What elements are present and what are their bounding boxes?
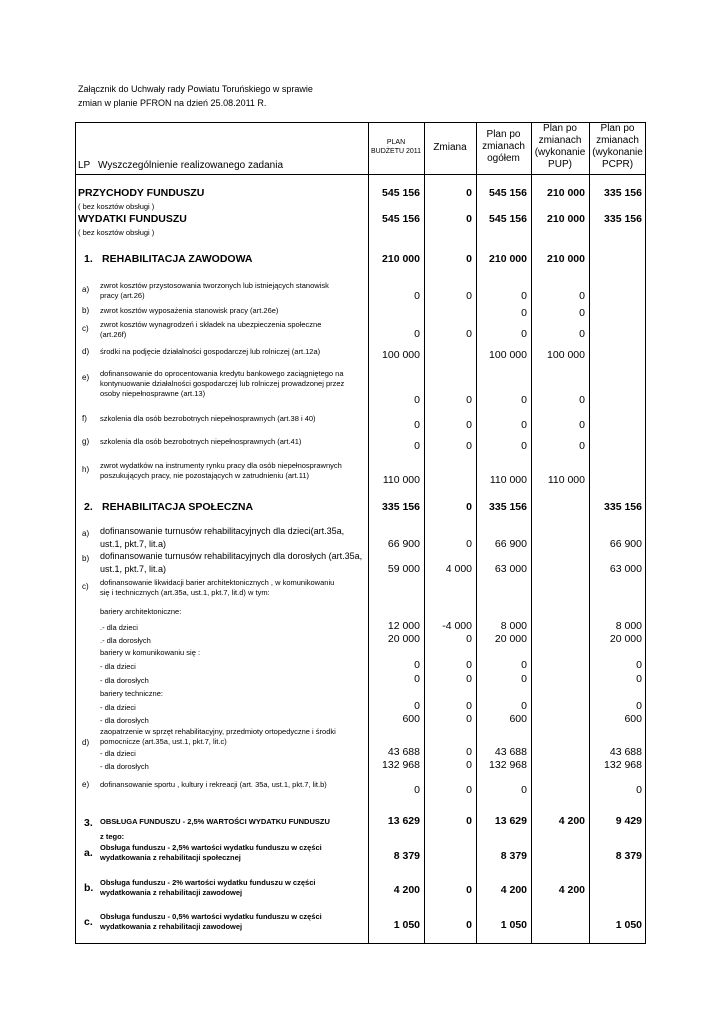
cell-zmiana: -4 000 — [442, 620, 472, 632]
cell-pcpr: 0 — [636, 700, 642, 712]
header-line-1: Załącznik do Uchwały rady Powiatu Toruńskiego w sprawie — [78, 84, 313, 94]
header-divider — [76, 174, 645, 175]
cell-zmiana: 0 — [466, 919, 472, 931]
row-label: bariery techniczne: — [100, 689, 163, 698]
cell-pup: 4 200 — [558, 815, 585, 827]
row-label: dofinansowanie turnusów rehabilitacyjnych dla dzieci(art.35a, — [100, 526, 345, 536]
cell-zmiana: 0 — [466, 328, 472, 340]
cell-zmiana: 0 — [466, 884, 472, 896]
row-lp: 3. — [84, 817, 93, 829]
row-label: - dla dorosłych — [100, 676, 149, 685]
row-label-cont: osoby niepełnosprawne (art.13) — [100, 389, 206, 398]
col-header-plan-ogolem: Plan po zmianach ogółem — [482, 129, 525, 164]
column-divider — [589, 123, 590, 943]
document-header — [78, 82, 313, 110]
cell-pcpr: 335 156 — [604, 501, 642, 513]
row-lp: h) — [82, 465, 90, 474]
cell-pup: 0 — [579, 290, 585, 302]
cell-plan: 100 000 — [382, 349, 420, 361]
cell-ogolem: 8 000 — [500, 620, 527, 632]
cell-pup: 100 000 — [547, 349, 585, 361]
cell-zmiana: 0 — [466, 253, 472, 265]
cell-plan: 132 968 — [382, 759, 420, 771]
cell-ogolem: 600 — [509, 713, 527, 725]
cell-pcpr: 0 — [636, 659, 642, 671]
col-header-plan-pup: Plan po zmianach (wykonanie PUP) — [534, 123, 586, 170]
cell-pcpr: 8 379 — [615, 850, 642, 862]
cell-pcpr: 1 050 — [615, 919, 642, 931]
cell-ogolem: 0 — [521, 328, 527, 340]
cell-ogolem: 335 156 — [489, 501, 527, 513]
cell-plan: 0 — [414, 673, 420, 685]
cell-zmiana: 0 — [466, 419, 472, 431]
cell-pup: 0 — [579, 307, 585, 319]
header-line-2: zmian w planie PFRON na dzień 25.08.2011 R. — [78, 98, 267, 108]
row-label-cont: ust.1, pkt.7, lit.a) — [100, 539, 167, 549]
cell-plan: 0 — [414, 700, 420, 712]
cell-pcpr: 66 900 — [609, 538, 642, 550]
cell-ogolem: 8 379 — [500, 850, 527, 862]
row-label: zaopatrzenie w sprzęt rehabilitacyjny, przedmioty ortopedyczne i środki — [100, 727, 336, 736]
cell-ogolem: 0 — [521, 784, 527, 796]
cell-plan: 545 156 — [382, 187, 420, 199]
cell-ogolem: 66 900 — [494, 538, 527, 550]
cell-plan: 59 000 — [387, 563, 420, 575]
row-label: szkolenia dla osób bezrobotnych niepełnosprawnych (art.38 i 40) — [100, 414, 316, 423]
cell-zmiana: 0 — [466, 501, 472, 513]
row-lp: c) — [82, 582, 89, 591]
col-header-plan-pcpr: Plan po zmianach (wykonanie PCPR) — [592, 123, 643, 170]
row-lp: g) — [82, 437, 90, 446]
row-label: szkolenia dla osób bezrobotnych niepełnosprawnych (art.41) — [100, 437, 302, 446]
cell-plan: 545 156 — [382, 213, 420, 225]
row-label: środki na podjęcie działalności gospodarczej lub rolniczej (art.12a) — [100, 347, 321, 356]
cell-zmiana: 0 — [466, 290, 472, 302]
cell-zmiana: 0 — [466, 659, 472, 671]
row-label: REHABILITACJA ZAWODOWA — [102, 253, 253, 265]
row-lp: c. — [84, 916, 93, 928]
cell-pcpr: 63 000 — [609, 563, 642, 575]
cell-pcpr: 43 688 — [609, 746, 642, 758]
column-divider — [424, 123, 425, 943]
row-label: ( bez kosztów obsługi ) — [78, 202, 155, 211]
cell-plan: 20 000 — [387, 633, 420, 645]
row-label-cont: pomocnicze (art.35a, ust.1, pkt.7, lit.c) — [100, 737, 227, 746]
cell-zmiana: 0 — [466, 759, 472, 771]
cell-ogolem: 0 — [521, 673, 527, 685]
row-lp: a) — [82, 529, 90, 538]
row-lp: d) — [82, 347, 90, 356]
cell-pcpr: 0 — [636, 673, 642, 685]
cell-ogolem: 0 — [521, 659, 527, 671]
cell-pcpr: 335 156 — [604, 213, 642, 225]
column-divider — [531, 123, 532, 943]
plan-table — [75, 122, 646, 944]
row-label-cont: się i technicznych (art.35a, ust.1, pkt.7, lit.d) w tym: — [100, 588, 270, 597]
row-label: OBSŁUGA FUNDUSZU - 2,5% WARTOŚCI WYDATKU FUNDUSZU — [100, 817, 330, 826]
cell-pup: 0 — [579, 419, 585, 431]
cell-plan: 0 — [414, 659, 420, 671]
cell-plan: 43 688 — [387, 746, 420, 758]
cell-pup: 210 000 — [547, 213, 585, 225]
row-label: PRZYCHODY FUNDUSZU — [78, 187, 205, 199]
row-label-cont: poszukujących pracy, nie pozostających w zatrudnieniu (art.11) — [100, 471, 309, 480]
cell-ogolem: 13 629 — [494, 815, 527, 827]
row-label: - dla dzieci — [100, 749, 136, 758]
cell-zmiana: 0 — [466, 213, 472, 225]
row-label: zwrot kosztów przystosowania tworzonych lub istniejących stanowisk — [100, 281, 329, 290]
cell-pup: 0 — [579, 328, 585, 340]
row-label: bariery w komunikowaniu się : — [100, 648, 201, 657]
cell-pcpr: 20 000 — [609, 633, 642, 645]
cell-zmiana: 0 — [466, 746, 472, 758]
cell-pup: 210 000 — [547, 253, 585, 265]
cell-pup: 210 000 — [547, 187, 585, 199]
cell-plan: 1 050 — [393, 919, 420, 931]
cell-pcpr: 335 156 — [604, 187, 642, 199]
row-label: REHABILITACJA SPOŁECZNA — [102, 501, 254, 513]
cell-ogolem: 210 000 — [489, 253, 527, 265]
cell-pup: 0 — [579, 440, 585, 452]
row-lp: e) — [82, 373, 90, 382]
row-label: - dla dorosłych — [100, 716, 149, 725]
row-label: .- dla dzieci — [100, 623, 138, 632]
row-label: zwrot kosztów wynagrodzeń i składek na ubezpieczenia społeczne — [100, 320, 322, 329]
row-label: zwrot wydatków na instrumenty rynku pracy dla osób niepełnosprawnych — [100, 461, 342, 470]
column-divider — [476, 123, 477, 943]
cell-zmiana: 0 — [466, 713, 472, 725]
row-label: .- dla dorosłych — [100, 636, 151, 645]
column-divider — [368, 123, 369, 943]
row-label: - dla dzieci — [100, 662, 136, 671]
cell-ogolem: 20 000 — [494, 633, 527, 645]
cell-ogolem: 110 000 — [489, 474, 527, 486]
cell-zmiana: 0 — [466, 700, 472, 712]
cell-plan: 110 000 — [382, 474, 420, 486]
cell-zmiana: 0 — [466, 440, 472, 452]
row-label: Obsługa funduszu - 0,5% wartości wydatku funduszu w części — [100, 912, 322, 921]
cell-ogolem: 0 — [521, 440, 527, 452]
row-label-cont: wydatkowania z rehabilitacji zawodowej — [100, 922, 243, 931]
cell-plan: 0 — [414, 328, 420, 340]
cell-plan: 0 — [414, 290, 420, 302]
row-label: Obsługa funduszu - 2,5% wartości wydatku funduszu w części — [100, 843, 322, 852]
cell-ogolem: 545 156 — [489, 187, 527, 199]
row-lp: b) — [82, 554, 90, 563]
cell-plan: 13 629 — [387, 815, 420, 827]
row-label: - dla dzieci — [100, 703, 136, 712]
cell-zmiana: 0 — [466, 633, 472, 645]
row-lp: a. — [84, 847, 93, 859]
row-label: dofinansowanie sportu , kultury i rekreacji (art. 35a, ust.1, pkt.7, lit.b) — [100, 780, 327, 789]
row-label-cont: wydatkowania z rehabilitacji społecznej — [100, 853, 241, 862]
row-label: WYDATKI FUNDUSZU — [78, 213, 187, 225]
cell-ogolem: 0 — [521, 394, 527, 406]
cell-pcpr: 8 000 — [615, 620, 642, 632]
cell-plan: 0 — [414, 440, 420, 452]
cell-ogolem: 63 000 — [494, 563, 527, 575]
row-lp: e) — [82, 780, 90, 789]
row-label: dofinansowanie turnusów rehabilitacyjnych dla dorosłych (art.35a, — [100, 551, 363, 561]
cell-plan: 12 000 — [387, 620, 420, 632]
col-header-lp: LP — [78, 160, 91, 171]
cell-pup: 0 — [579, 394, 585, 406]
cell-zmiana: 0 — [466, 394, 472, 406]
cell-pcpr: 600 — [624, 713, 642, 725]
cell-ogolem: 0 — [521, 419, 527, 431]
cell-plan: 4 200 — [393, 884, 420, 896]
row-lp: b. — [84, 882, 94, 894]
row-label-cont: kontynuowanie działalności gospodarczej lub rolniczej prowadzonej przez — [100, 379, 345, 388]
cell-zmiana: 0 — [466, 187, 472, 199]
cell-ogolem: 43 688 — [494, 746, 527, 758]
row-label-cont: ust.1, pkt.7, lit.a) — [100, 564, 167, 574]
row-label: bariery architektoniczne: — [100, 607, 182, 616]
cell-pcpr: 0 — [636, 784, 642, 796]
row-label: Obsługa funduszu - 2% wartości wydatku funduszu w części — [100, 878, 316, 887]
row-label: zwrot kosztów wyposażenia stanowisk pracy (art.26e) — [100, 306, 279, 315]
cell-ogolem: 0 — [521, 700, 527, 712]
cell-plan: 0 — [414, 784, 420, 796]
col-header-zmiana: Zmiana — [433, 142, 467, 153]
col-header-plan: PLAN BUDŻETU 2011 — [370, 139, 422, 155]
cell-zmiana: 4 000 — [445, 563, 472, 575]
cell-ogolem: 132 968 — [489, 759, 527, 771]
row-label: dofinansowanie do oprocentowania kredytu bankowego zaciągniętego na — [100, 369, 344, 378]
row-lp: b) — [82, 306, 90, 315]
cell-plan: 8 379 — [393, 850, 420, 862]
row-lp: 2. — [84, 501, 93, 513]
cell-plan: 335 156 — [382, 501, 420, 513]
row-lp: d) — [82, 738, 90, 747]
cell-pcpr: 9 429 — [615, 815, 642, 827]
row-label-cont: wydatkowania z rehabilitacji zawodowej — [100, 888, 243, 897]
row-label-cont: pracy (art.26) — [100, 291, 145, 300]
cell-zmiana: 0 — [466, 784, 472, 796]
row-label: dofinansowanie likwidacji barier architektonicznych , w komunikowaniu — [100, 578, 335, 587]
cell-plan: 0 — [414, 394, 420, 406]
cell-zmiana: 0 — [466, 538, 472, 550]
cell-plan: 210 000 — [382, 253, 420, 265]
cell-pup: 110 000 — [547, 474, 585, 486]
cell-plan: 66 900 — [387, 538, 420, 550]
cell-ogolem: 4 200 — [500, 884, 527, 896]
cell-zmiana: 0 — [466, 815, 472, 827]
col-header-name: Wyszczególnienie realizowanego zadania — [98, 160, 284, 171]
cell-zmiana: 0 — [466, 673, 472, 685]
cell-ogolem: 100 000 — [489, 349, 527, 361]
row-label: ( bez kosztów obsługi ) — [78, 228, 155, 237]
row-lp: f) — [82, 414, 87, 423]
cell-ogolem: 0 — [521, 307, 527, 319]
cell-plan: 0 — [414, 419, 420, 431]
cell-ogolem: 545 156 — [489, 213, 527, 225]
row-label: - dla dorosłych — [100, 762, 149, 771]
cell-ogolem: 0 — [521, 290, 527, 302]
cell-pcpr: 132 968 — [604, 759, 642, 771]
row-label: z tego: — [100, 832, 125, 841]
cell-ogolem: 1 050 — [500, 919, 527, 931]
row-lp: a) — [82, 285, 90, 294]
row-lp: 1. — [84, 253, 93, 265]
cell-pup: 4 200 — [558, 884, 585, 896]
row-lp: c) — [82, 324, 89, 333]
row-label-cont: (art.26f) — [100, 330, 127, 339]
cell-plan: 600 — [402, 713, 420, 725]
